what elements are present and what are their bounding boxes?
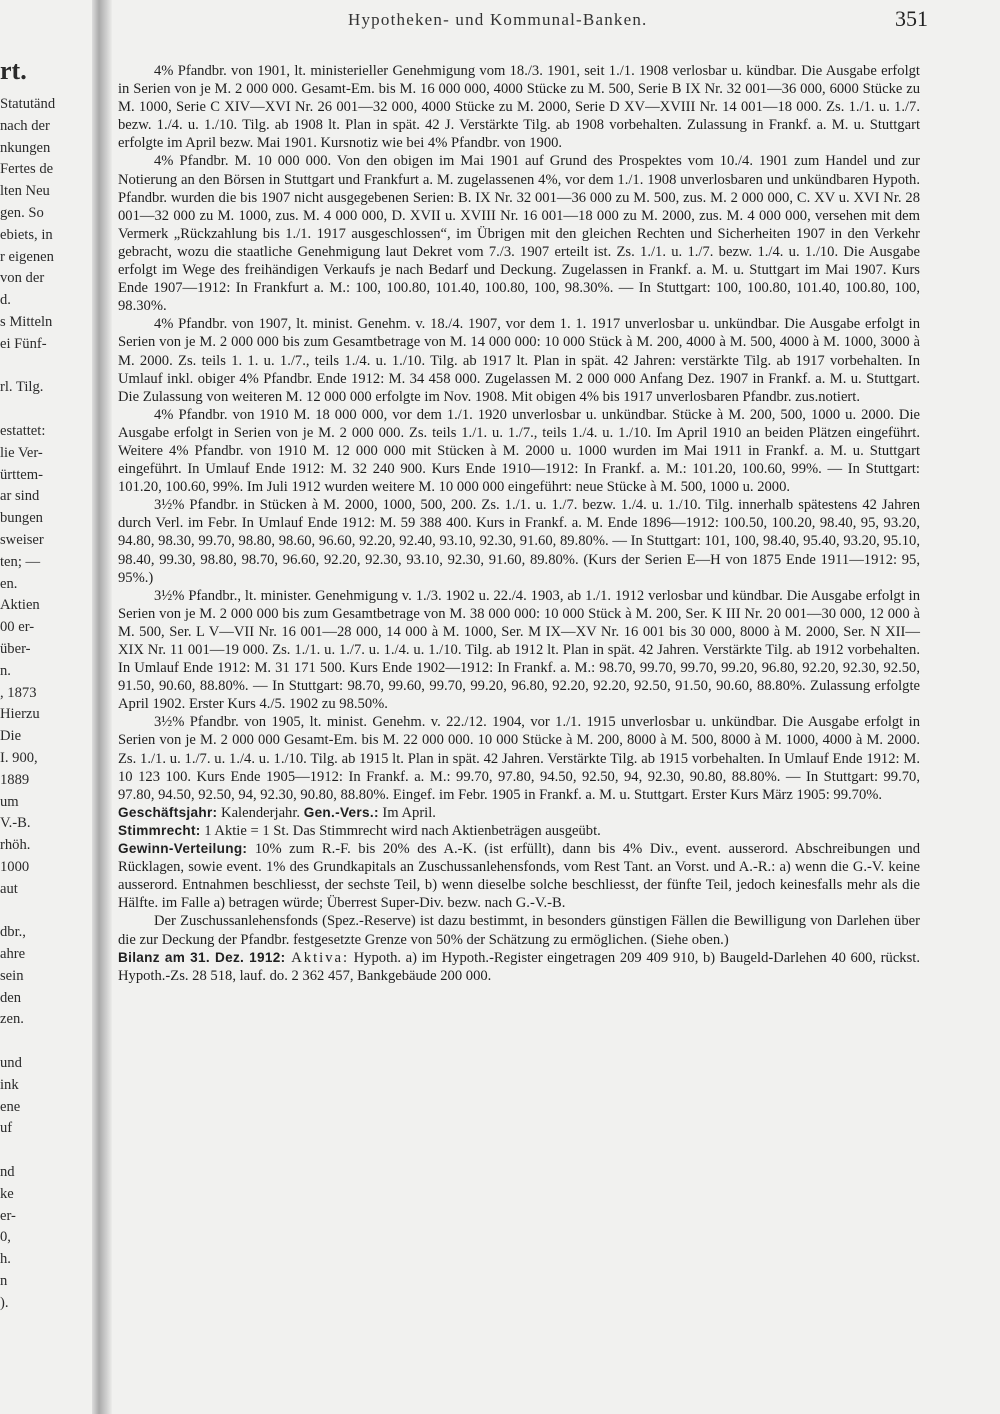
paragraph-pfandbr-3half-1902: 3½% Pfandbr., lt. minister. Genehmigung v. 1./3. 1902 u. 22./4. 1903, ab 1./1. 1912 verlosbar und kündbar. Die Ausgabe erfolgt in Serien von je M. 2 000 000 bis zum Gesamtbetrage von M. 38 000 000: 10 000 Stück à M. 200, Ser. K III Nr. 20 001—30 000, 12 000 à M. 500, Ser. L V—VII Nr. 16 001—28 000, 14 000 à M. 1000, Ser. M IX—XV Nr. 16 001 bis 30 000, 8000 à M. 2000, Ser. N XII—XIX Nr. 11 001—19 000. Zs. 1./1. u. 1./7. u. 1./4. u. 1./10. Tilg. ab 1912 lt. Plan in spät. 42 Jahren. Verstärkte Tilg. ab 1912 vorbehalten. In Umlauf Ende 1912: M. 31 171 500. Kurs Ende 1902—1912: In Frankf. a. M.: 98.70, 99.70, 99.70, 99.20, 96.80, 92.20, 92.30, 92.50, 91.50, 90.60, 88.80%. — In Stuttgart: 98.70, 99.60, 99.70, 99.20, 96.80, 92.20, 92.20, 92.50, 91.50, 90.60, 88.80%. Zulassung erfolgte April 1902. Erster Kurs 4./5. 1902 zu 98.50%. (118, 587, 920, 713)
fact-stimmrecht (118, 822, 920, 840)
prev-page-line: zen. (0, 1011, 24, 1028)
prev-page-line: nd (0, 1164, 15, 1181)
prev-page-line: den (0, 989, 22, 1006)
page-number: 351 (895, 6, 928, 31)
fact-text: 10% zum R.-F. bis 20% des A.-K. (ist erfüllt), dann bis 4% Div., event. ausserord. Abschreibungen und Rücklagen, sowie event. 1% des Grundkapitals an Zuschussanlehensfonds, vom Rest Tant. an Vorst. und A.-R.: a) wenn die G.-V. keine ausserord. Entnahmen beschliesst, der sechste Teil, b) wenn dieselbe solche beschliesst, der fünfte Teil, jedoch keinesfalls mehr als die Hälfte. im Falle a) betragen würde; Überrest Super-Div. bezw. nach G.-V.-B. (118, 841, 920, 912)
prev-page-line: Fertes de (0, 161, 54, 178)
paragraph-pfandbr-1901: 4% Pfandbr. von 1901, lt. ministerieller Genehmigung vom 18./3. 1901, seit 1./1. 1908 verlosbar u. kündbar. Die Ausgabe erfolgt in Serien von je M. 2 000 000. Gesamt-Em. bis M. 16 000 000, 4000 Stücke zu M. 500, Serie B IX Nr. 32 001—36 000, 6000 Stücke zu M. 1000, Serie C XIV—XVI Nr. 26 001—32 000, 4000 Stücke zu M. 2000, Serie D XV—XVIII Nr. 14 001—18 000. Zs. 1./1. u. 1./7. bezw. 1./4. u. 1./10. Tilg. ab 1908 lt. Plan in spät. 42 J. Verstärkte Tilg. ab 1908 vorbehalten. Zulassung in Frankf. a. M. u. Stuttgart erfolgte im April bezw. Mai 1901. Kursnotiz wie bei 4% Pfandbr. von 1900. (118, 63, 920, 152)
balance-text: Hypoth. a) im Hypoth.-Register eingetragen 209 409 910, b) Baugeld-Darlehen 40 600, rückst. Hypoth.-Zs. 28 518, lauf. do. 2 362 457, Bankgebäude 200 000. (118, 949, 920, 984)
prev-page-line: n (0, 1273, 8, 1290)
prev-page-line: ene (0, 1098, 21, 1115)
prev-page-line: ürttem- (0, 466, 43, 483)
prev-page-line: bungen (0, 510, 43, 527)
prev-page-line: h. (0, 1251, 11, 1268)
prev-page-line: sweiser (0, 531, 44, 548)
prev-page-line: über- (0, 640, 31, 657)
prev-page-line: , 1873 (0, 684, 37, 701)
page-body (118, 62, 920, 985)
prev-page-line: ke (0, 1185, 14, 1202)
prev-page-line: er- (0, 1207, 16, 1224)
prev-page-line: uf (0, 1120, 13, 1137)
prev-page-line: Aktien (0, 597, 40, 614)
prev-page-line: gen. So (0, 204, 44, 221)
prev-page-line: 0, (0, 1229, 11, 1246)
prev-page-heading: rt. (0, 56, 27, 85)
prev-page-line: lie Ver- (0, 444, 43, 461)
running-head: Hypotheken- und Kommunal-Banken. (348, 10, 648, 29)
prev-page-line: rl. Tilg. (0, 379, 44, 396)
prev-page-line (0, 900, 92, 922)
prev-page-line: 00 er- (0, 619, 35, 636)
aktiva-label: Aktiva: (285, 949, 350, 966)
prev-page-line: I. 900, (0, 749, 38, 766)
prev-page-line: n. (0, 662, 11, 679)
prev-page-line: Statutänd (0, 96, 56, 112)
prev-page-line: Hierzu (0, 706, 40, 723)
prev-page-line: um (0, 793, 19, 810)
page-header (118, 6, 928, 34)
balance-label: Bilanz am 31. Dez. 1912: (118, 949, 286, 965)
prev-page-line: 1000 (0, 858, 30, 875)
prev-page-line: ei Fünf- (0, 335, 47, 352)
fact-text: Im April. (378, 804, 436, 821)
fact-label: Gewinn-Verteilung: (118, 841, 248, 857)
prev-page-line: nach der (0, 117, 50, 134)
prev-page-line: sein (0, 967, 24, 984)
prev-page-line: ). (0, 1294, 9, 1311)
prev-page-line: 1889 (0, 771, 30, 788)
prev-page-line: lten Neu (0, 183, 50, 200)
prev-page-line: und (0, 1055, 22, 1072)
prev-page-line: d. (0, 292, 11, 309)
prev-page-line: ebiets, in (0, 226, 53, 243)
paragraph-pfandbr-3half: 3½% Pfandbr. in Stücken à M. 2000, 1000, 500, 200. Zs. 1./1. u. 1./7. bezw. 1./4. u. 1./10. Tilg. innerhalb spätestens 42 Jahren durch Verl. im Febr. In Umlauf Ende 1912: M. 59 388 400. Kurs in Frankf. a. M. Ende 1896—1912: 100.50, 100.20, 98.40, 95, 93.20, 94.80, 98.30, 99.70, 98.80, 98.60, 96.60, 92.20, 92.40, 93.10, 92.30, 91.60, 89.80%. — In Stuttgart: 101, 100, 98.40, 95.40, 93.20, 95.10, 98.40, 99.30, 98.80, 98.70, 96.60, 92.20, 92.30, 93.10, 92.30, 91.60, 89.80%. (Kurs der Serien E—H von 1875 Ende 1911—1912: 95, 95%.) (118, 497, 920, 586)
paragraph-pfandbr-3half-1905: 3½% Pfandbr. von 1905, lt. minist. Genehm. v. 22./12. 1904, vor 1./1. 1915 unverlosbar u. unkündbar. Die Ausgabe erfolgt in Serien von je M. 2 000 000 Gesamt-Em. bis M. 22 000 000. 10 000 Stücke à M. 200, 8000 à M. 500, 8000 à M. 1000, 4000 à M. 2000. Zs. 1./1. u. 1./7. u. 1./4. u. 1./10. Tilg. ab 1915 lt. Plan in spät. 42 Jahren. Verstärkte Tilg. ab 1915 vorbehalten. In Umlauf Ende 1912: M. 10 123 100. Kurs Ende 1905—1912: In Frankf. a. M.: 99.70, 97.80, 94.50, 92.50, 94, 92.30, 90.80, 88.80%. — In Stuttgart: 99.70, 97.80, 94.50, 92.50, 94, 92.30, 90.80, 88.80%. Eingef. im Febr. 1905 in Frankf. a. M. u. Stuttgart. Erster Kurs März 1905: 99.70%. (118, 714, 920, 803)
prev-page-line: von der (0, 270, 45, 287)
prev-page-line: dbr., (0, 924, 26, 941)
previous-page-fragment (0, 56, 92, 1336)
prev-page-line (0, 1140, 92, 1162)
fact-geschaeftsjahr (118, 804, 920, 822)
prev-page-line: r eigenen (0, 248, 54, 265)
fact-text: Kalenderjahr. (217, 804, 304, 821)
fact-label: Stimmrecht: (118, 822, 201, 838)
paragraph-zuschussanlehensfonds: Der Zuschussanlehensfonds (Spez.-Reserve) ist dazu bestimmt, in besonders günstigen Fällen die Bewilligung von Darlehen über die zur Deckung der Pfandbr. festgesetzte Grenze von 50% der Schätzung zu ermöglichen. (Siehe oben.) (118, 913, 920, 948)
fact-label: Gen.-Vers.: (303, 804, 379, 820)
prev-page-line: s Mitteln (0, 313, 53, 330)
prev-page-line: nkungen (0, 139, 51, 156)
prev-page-line: ink (0, 1076, 19, 1093)
fact-label: Geschäftsjahr: (118, 804, 218, 820)
prev-page-line (0, 356, 92, 378)
prev-page-line: estattet: (0, 422, 46, 439)
prev-page-line: V.-B. (0, 815, 31, 832)
prev-page-line: aut (0, 880, 18, 897)
prev-page-line (0, 1315, 92, 1337)
binding-gutter (92, 0, 112, 1414)
balance-sheet-line (118, 949, 920, 985)
prev-page-line: ten; — (0, 553, 41, 570)
paragraph-pfandbr-1907: 4% Pfandbr. von 1907, lt. minist. Genehm. v. 18./4. 1907, vor dem 1. 1. 1917 unverlosbar u. unkündbar. Die Ausgabe erfolgt in Serien von je M. 2 000 000 bis zum Gesamtbetrage von M. 14 000 000: 10 000 Stück à M. 200, 4000 à M. 500, 4000 à M. 1000, 3000 à M. 2000. Zs. teils 1. 1. u. 1./7., teils 1./4. u. 1./10. Tilg. ab 1917 lt. Plan in spät. 42 Jahren: verstärkte Tilg. ab 1917 vorbehalten. In Umlauf inkl. obiger 4% Pfandbr. Ende 1912: M. 34 458 000. Zugelassen M. 2 000 000 Anfang Dez. 1907 in Frankf. a. M. u. Stuttgart. Die Zulassung von weiteren M. 12 000 000 erfolgte im Nov. 1908. Mit obigen 4% bis 1917 unverlosbaren Pfandbr. zus.notiert. (118, 316, 920, 405)
prev-page-line (0, 399, 92, 421)
fact-gewinn-verteilung (118, 840, 920, 912)
prev-page-line: ahre (0, 946, 26, 963)
paragraph-pfandbr-1910: 4% Pfandbr. von 1910 M. 18 000 000, vor dem 1./1. 1920 unverlosbar u. unkündbar. Stücke à M. 200, 500, 1000 u. 2000. Die Ausgabe erfolgt in Serien von je M. 2 000 000. Zs. teils 1./1. u. 1./7., teils 1./4. u. 1./10. Im April 1910 an beiden Plätzen eingeführt. Weitere 4% Pfandbr. von 1910 M. 12 000 000 mit Stücken à M. 2000 u. 1000 wurden im Mai 1911 in Frankf. a. M. u. Stuttgart eingeführt. In Umlauf Ende 1912: M. 32 240 900. Kurs Ende 1910—1912: In Frankf. a. M.: 101.20, 100.60, 99%. — In Stuttgart: 101.20, 100.60, 99%. Im Juli 1912 wurden weitere M. 10 000 000 eingeführt: neue Stücke à M. 500, 1000 u. 2000. (118, 406, 920, 496)
paragraph-pfandbr-10m: 4% Pfandbr. M. 10 000 000. Von den obigen im Mai 1901 auf Grund des Prospektes vom 10./4. 1901 zum Handel und zur Notierung an den Börsen in Stuttgart und Frankfurt a. M. zugelassenen 4%, vor dem 1./1. 1908 unverlosbaren und unkündbaren Hypoth. Pfandbr. wurden die bis 1907 nicht ausgegebenen Serien: B. IX Nr. 32 001—36 000 zu M. 500, zus. M. 2 000 000, C. XV u. XVI Nr. 28 001—32 000 zu M. 1000, zus. M. 4 000 000, D. XVII u. XVIII Nr. 16 001—18 000 zu M. 2000, zus. M. 4 000 000, versehen mit dem Vermerk „Rückzahlung bis 1./1. 1917 ausgeschlossen“, im Übrigen mit den gleichen Rechten und Sicherheiten 1907 in den Verkehr gebracht, wozu die staatliche Genehmigung laut Dekret vom 7./3. 1907 erteilt ist. Zs. 1./1. u. 1./7. bezw. 1./4. u. 1./10. Die Ausgabe erfolgt im Wege des freihändigen Verkaufs je nach Bedarf und Deckung. Zugelassen in Frankf. a. M. u. Stuttgart im Mai 1907. Kurs Ende 1907—1912: In Frankfurt a. M.: 100, 100.80, 101.40, 100.80, 100, 98.30%. — In Stuttgart: 100, 100.80, 101.40, 100.80, 100, 98.30%. (118, 153, 920, 315)
prev-page-line: rhöh. (0, 837, 31, 854)
prev-page-line: ar sind (0, 488, 40, 505)
fact-text: 1 Aktie = 1 St. Das Stimmrecht wird nach Aktienbeträgen ausgeübt. (200, 822, 601, 839)
prev-page-line: en. (0, 575, 18, 592)
prev-page-line (0, 1031, 92, 1053)
prev-page-line: Die (0, 728, 22, 745)
